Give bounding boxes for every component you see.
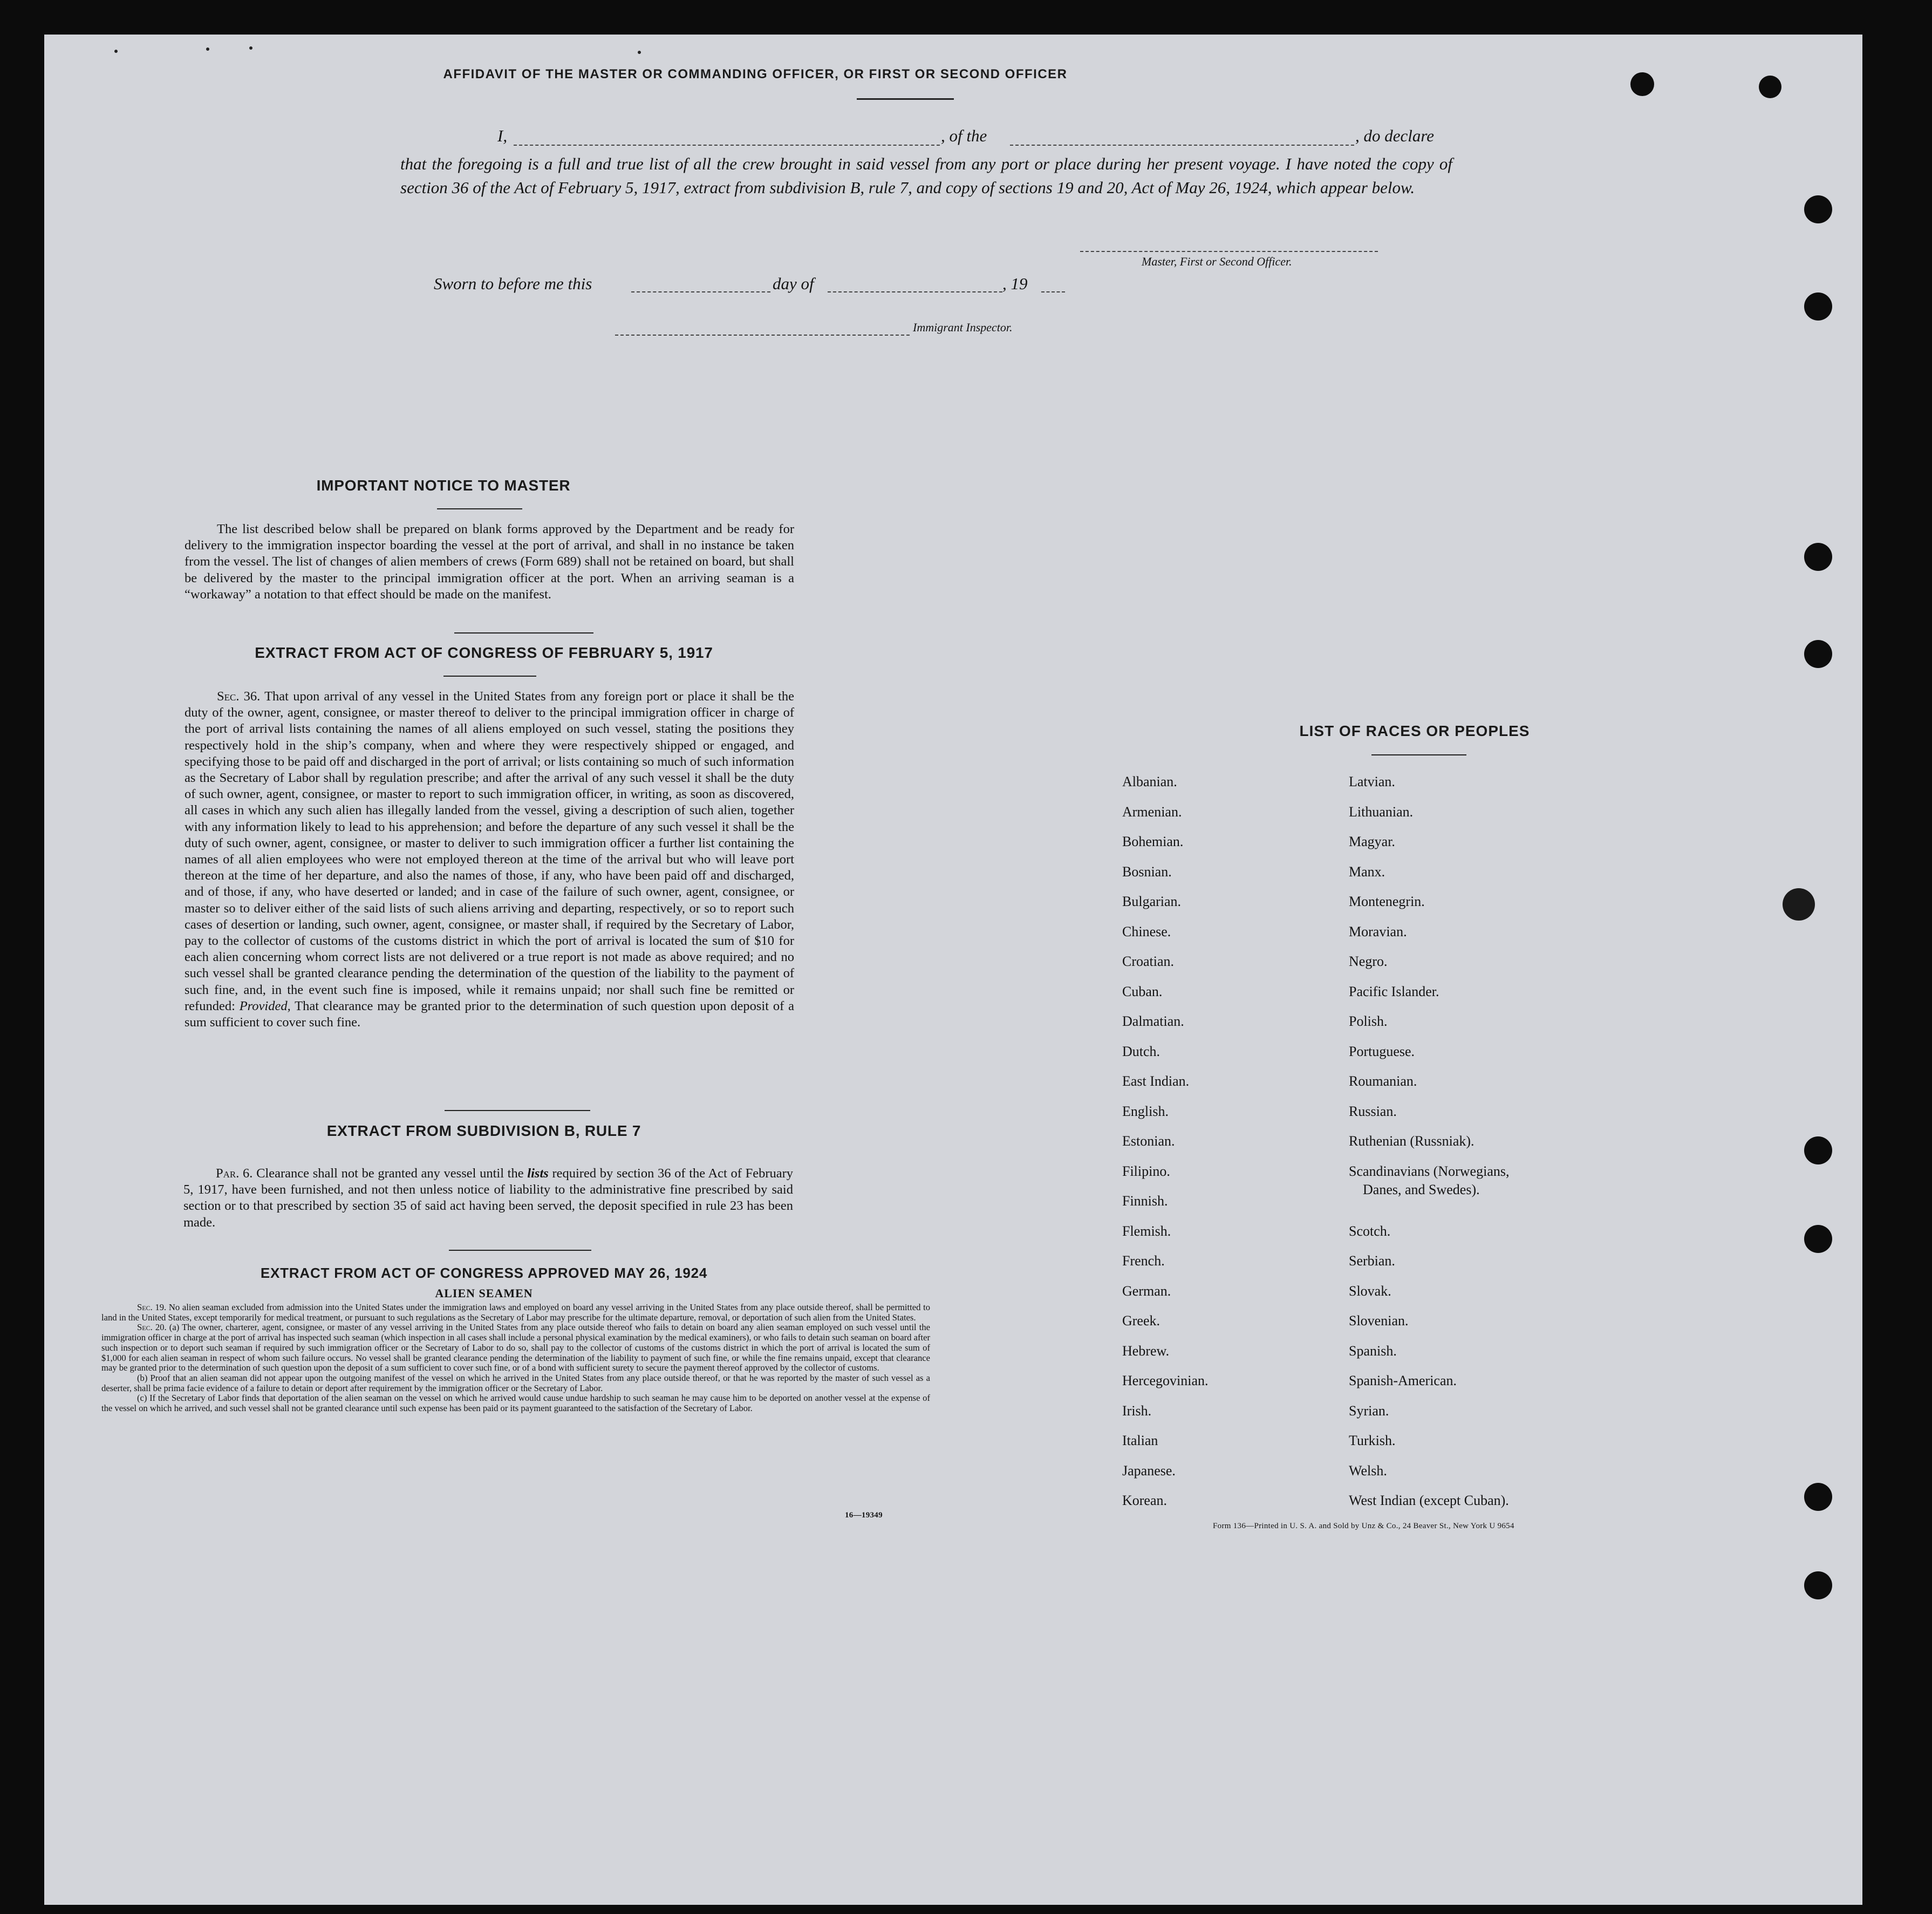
rule-7-end-rule [449, 1250, 591, 1251]
race-item: Dalmatian. [1122, 1013, 1184, 1029]
print-code: 16—19349 [845, 1511, 883, 1520]
race-item: English. [1122, 1103, 1169, 1119]
speck [249, 46, 252, 50]
name-blank [514, 145, 940, 146]
inspector-signature-label: Immigrant Inspector. [913, 321, 1013, 334]
sec-19-text: No alien seaman excluded from admission into the United States under the immigration laws and employed on board any vessel arriving in the United States from any place outside thereof, shall be permitted to land in the United States, except temporarily for medical treatment, or pursuant to such regulations as the Secretary of Labor may prescribe for the ultimate departure, removal, or deportation of such alien from the United States. [101, 1302, 930, 1323]
race-item: Finnish. [1122, 1193, 1168, 1209]
race-item: Estonian. [1122, 1133, 1175, 1149]
race-item: Greek. [1122, 1313, 1160, 1329]
race-item: French. [1122, 1253, 1165, 1269]
extract-1917-end-rule [445, 1110, 590, 1111]
race-item: Welsh. [1349, 1462, 1387, 1479]
race-item: Magyar. [1349, 834, 1395, 849]
race-item: Turkish. [1349, 1433, 1396, 1448]
sec-20b-paragraph: (b) Proof that an alien seaman did not appear upon the outgoing manifest of the vessel on which he arrived in the United States from any place outside thereof, or that he was reported by the master of such vessel as a deserter, shall be prima facie evidence of a failure to detain or deport after requirement by the immigration officer or the Secretary of Labor. [101, 1372, 930, 1393]
sec-20-label: Sec. 20. [137, 1322, 167, 1333]
race-item: Slovenian. [1349, 1313, 1409, 1329]
sworn-day-label: day of [773, 274, 814, 293]
race-item: Ruthenian (Russniak). [1349, 1133, 1474, 1149]
sec-19-label: Sec. 19. [137, 1302, 167, 1312]
race-item: Lithuanian. [1349, 803, 1414, 820]
sec-36-label: Sec. 36. [217, 689, 261, 704]
race-item: Filipino. [1122, 1163, 1170, 1179]
sec-36-text-a: That upon arrival of any vessel in the United States from any foreign port or place it shall be the duty of the owner, agent, consignee, or master thereof to deliver to the principal immigration officer in charge of the port of arrival lists containing the names of all aliens employed on such vessel, stating the positions they respectively hold in the ship’s company, when and where they were respectively shipped or engaged, and specifying those to be paid off and discharged in the port of arrival; or lists containing so much of such information as the Secretary of Labor shall by regulation prescribe; and after the arrival of any such vessel it shall be the duty of such owner, agent, consignee, or master to report to such immigration officer, in writing, as soon as discovered, all cases in which any such alien has illegally landed from the vessel, giving a description of such alien, together with any information likely to lead to his apprehension; and before the departure of any such vessel it shall be the duty of such owner, agent, consignee, or master to deliver to such immigration officer a further list containing the names of all alien employees who were not employed thereon at the time of the arrival but who will leave port thereon at the time of her departure, and also the names of those, if any, who have been paid off and discharged, and of those, if any, who have deserted or landed; and in case of the failure of such owner, agent, consignee, or master so to deliver either of the said lists of such aliens arriving and departing, respectively, or so to report such cases of desertion or landing, such owner, agent, consignee, or master shall, if required by the Secretary of Labor, pay to the collector of customs of the customs district in which the port of arrival is located the sum of $10 for each alien concerning whom correct lists are not delivered or a true report is not made as above required; and no such vessel shall be granted clearance pending the determination of the question of the liability to the payment of such fine, and, in the event such fine is imposed, while it remains unpaid; nor shall such fine be remitted or refunded: [185, 689, 794, 1013]
sec-36-text-b: That clearance may be granted prior to the determination of such question upon deposit of a sum sufficient to cover such fine. [185, 998, 794, 1030]
race-item: Russian. [1349, 1103, 1397, 1119]
race-item: Latvian. [1349, 774, 1395, 789]
sec-20a-text: (a) The owner, charterer, agent, consignee, or master of any vessel arriving in the United States from any place outside thereof who fails to detain on board any alien seaman employed on such vessel until the immigration officer in charge at the port of arrival has inspected such seaman (which inspection in all cases shall include a personal physical examination by the medical examiners), or who fails to detain such seaman on board after such inspection or to deport such seaman if required by such immigration officer or the Secretary of Labor to do so, shall pay to the collector of customs of the customs district in which the port of arrival is located the sum of $1,000 for each alien seaman in respect of whom such failure occurs. No vessel shall be granted clearance pending the determination of the liability to payment of such fine, or while the fine remains unpaid, except that clearance may be granted prior to the determination of such question upon the deposit of a sum sufficient to cover such fine, or of a bond with sufficient surety to secure the payment thereof approved by the collector of customs. [101, 1322, 930, 1373]
notice-text: The list described below shall be prepared on blank forms approved by the Department and be ready for delivery to the immigration inspector boarding the vessel at the port of arrival, and shall in no instance be taken from the vessel. The list of changes of alien members of crews (Form 689) shall not be retained on board, but shall be delivered by the master to the principal immigration officer at the port. When an arriving seaman is a “workaway” a notation to that effect should be made on the manifest. [185, 522, 794, 602]
race-item: German. [1122, 1283, 1171, 1299]
notice-end-rule [454, 632, 593, 634]
form-footer: Form 136—Printed in U. S. A. and Sold by Unz & Co., 24 Beaver St., New York U 9654 [1213, 1522, 1514, 1530]
race-item: Croatian. [1122, 953, 1175, 969]
rule-7-title: EXTRACT FROM SUBDIVISION B, RULE 7 [326, 1122, 641, 1139]
race-item: Syrian. [1349, 1402, 1389, 1419]
race-item: Armenian. [1122, 803, 1182, 820]
sec-19-paragraph [101, 1303, 930, 1323]
race-item: Scandinavians (Norwegians, [1349, 1163, 1510, 1179]
extract-1917-title-rule [443, 676, 536, 677]
race-item: Dutch. [1122, 1043, 1160, 1059]
race-item: Irish. [1122, 1402, 1152, 1419]
race-item: Albanian. [1122, 774, 1177, 789]
inspector-signature-blank [615, 335, 910, 336]
race-item: Spanish-American. [1349, 1373, 1457, 1388]
sworn-year-label: , 19 [1002, 274, 1028, 293]
race-item: Polish. [1349, 1013, 1388, 1029]
affidavit-title-rule [857, 98, 954, 100]
race-item: Flemish. [1122, 1223, 1171, 1239]
rule-7-text-b: required by section 36 of the Act of February 5, 1917, have been furnished, and not then unless notice of liability to the administrative fine prescribed by said section or to that prescribed by section 35 of said act having been served, the deposit specified in rule 23 has been made. [183, 1166, 794, 1230]
sec-20c-paragraph: (c) If the Secretary of Labor finds that deportation of the alien seaman on the vessel on which he arrived would cause undue hardship to such seaman he may cause him to be deported on another vessel at the expense of the vessel on which he arrived, and such vessel shall not be granted clearance until such expense has been paid or its payment guaranteed to the satisfaction of the Secretary of Labor. [101, 1393, 930, 1414]
punch-hole [1804, 640, 1832, 668]
races-title-rule [1371, 754, 1466, 755]
races-title: LIST OF RACES OR PEOPLES [1299, 723, 1530, 739]
race-item: West Indian (except Cuban). [1349, 1493, 1509, 1508]
sworn-day-blank [631, 291, 770, 292]
race-item: Serbian. [1349, 1253, 1395, 1269]
rule-7-text [183, 1166, 793, 1231]
provided-word: Provided, [239, 998, 291, 1013]
sworn-year-blank [1041, 291, 1065, 292]
punch-hole [1804, 292, 1832, 321]
speck [638, 51, 641, 54]
punch-hole [1630, 72, 1654, 96]
race-item: Chinese. [1122, 923, 1171, 939]
affidavit-title: AFFIDAVIT OF THE MASTER OR COMMANDING OFFICER, OR FIRST OR SECOND OFFICER [443, 67, 1068, 81]
punch-hole [1804, 1571, 1832, 1599]
punch-hole [1804, 543, 1832, 571]
race-item: Slovak. [1349, 1283, 1391, 1299]
race-item: Italian [1122, 1433, 1158, 1448]
extract-1924-title: EXTRACT FROM ACT OF CONGRESS APPROVED MAY 26, 1924 [260, 1265, 708, 1281]
race-item: Montenegrin. [1349, 894, 1425, 909]
notice-title-rule [437, 508, 522, 509]
lists-word: lists [527, 1166, 549, 1181]
form-sheet [44, 35, 1862, 1905]
affidavit-i-label: I, [497, 126, 508, 145]
race-item: Spanish. [1349, 1343, 1397, 1359]
race-item: East Indian. [1122, 1073, 1190, 1089]
race-item: Negro. [1349, 953, 1388, 969]
extract-1917-title: EXTRACT FROM ACT OF CONGRESS OF FEBRUARY 5, 1917 [255, 644, 713, 661]
race-item: Japanese. [1122, 1462, 1176, 1479]
race-item: Moravian. [1349, 923, 1407, 939]
race-item: Hercegovinian. [1122, 1373, 1209, 1388]
race-item: Manx. [1349, 863, 1385, 880]
race-item: Bulgarian. [1122, 894, 1182, 909]
race-scandinavians-continued: Danes, and Swedes). [1363, 1182, 1480, 1197]
affidavit-declare-label: , do declare [1355, 126, 1435, 145]
sec-20a-paragraph [101, 1323, 930, 1373]
speck [114, 50, 118, 53]
race-item: Hebrew. [1122, 1343, 1170, 1359]
alien-seamen-subtitle: ALIEN SEAMEN [435, 1286, 533, 1300]
punch-hole [1804, 1136, 1832, 1164]
race-item: Korean. [1122, 1493, 1168, 1508]
affidavit-body: that the foregoing is a full and true list of all the crew brought in said vessel from any port or place during her present voyage. I have noted the copy of section 36 of the Act of February 5, 1917, extract from subdivision B, rule 7, and copy of sections 19 and 20, Act of May 26, 1924, which appear below. [400, 154, 1452, 197]
race-item: Roumanian. [1349, 1073, 1417, 1089]
extract-1924-text [101, 1303, 930, 1414]
notice-title: IMPORTANT NOTICE TO MASTER [316, 477, 571, 494]
rule-7-text-a: Clearance shall not be granted any vessel until the [256, 1166, 524, 1181]
punch-hole [1783, 888, 1815, 921]
race-item: Bohemian. [1122, 834, 1184, 849]
punch-hole [1759, 76, 1781, 98]
race-item: Portuguese. [1349, 1043, 1415, 1059]
par-6-label: Par. 6. [216, 1166, 253, 1181]
extract-1917-text [185, 689, 794, 1099]
speck [206, 47, 209, 51]
race-item: Cuban. [1122, 983, 1163, 999]
master-signature-blank [1080, 251, 1378, 252]
sworn-prefix: Sworn to before me this [434, 274, 592, 293]
punch-hole [1804, 1483, 1832, 1511]
vessel-blank [1010, 145, 1354, 146]
master-signature-label: Master, First or Second Officer. [1142, 255, 1292, 268]
race-item: Scotch. [1349, 1223, 1391, 1239]
affidavit-of-the-label: , of the [941, 126, 987, 145]
sworn-month-blank [828, 291, 1002, 292]
punch-hole [1804, 1225, 1832, 1253]
race-item: Bosnian. [1122, 863, 1172, 880]
affidavit-declaration-line [454, 126, 1452, 150]
punch-hole [1804, 195, 1832, 223]
race-item: Pacific Islander. [1349, 983, 1439, 999]
